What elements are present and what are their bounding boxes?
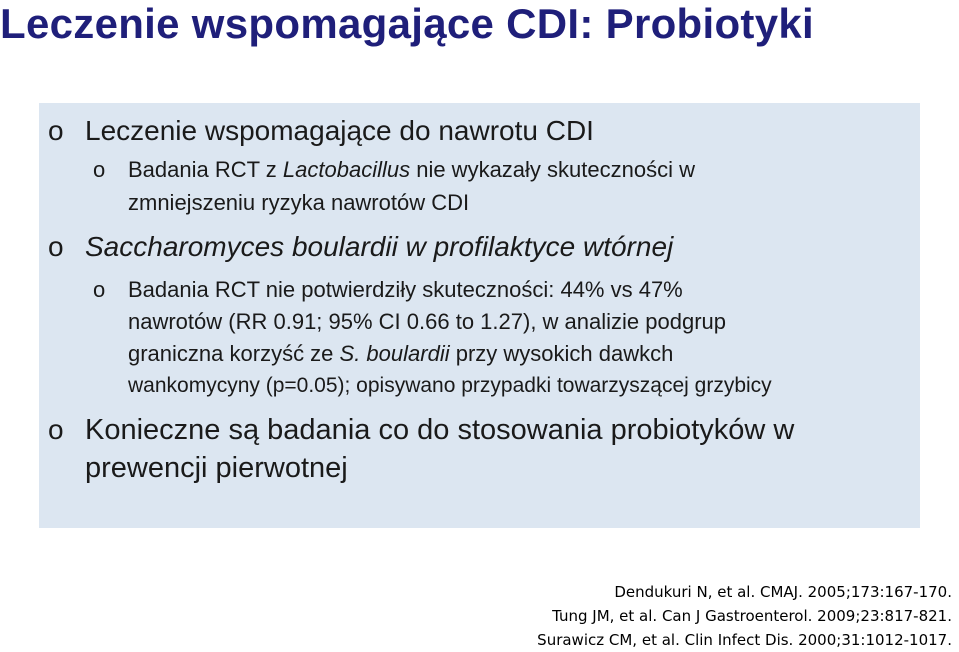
bullet-marker: o bbox=[48, 115, 64, 146]
bullet-1-text: Leczenie wspomagające do nawrotu CDI bbox=[85, 115, 594, 146]
bullet-3-line-1: Konieczne są badania co do stosowania probiotyków w bbox=[85, 414, 795, 446]
references bbox=[537, 580, 952, 652]
bullet-2-1-line-3: graniczna korzyść ze S. boulardii przy wysokich dawkch bbox=[128, 341, 674, 366]
sub-bullet-marker: o bbox=[93, 157, 106, 182]
bullet-2-text: Saccharomyces boulardii w profilaktyce wtórnej bbox=[85, 231, 674, 262]
reference-1: Dendukuri N, et al. CMAJ. 2005;173:167-170. bbox=[614, 583, 952, 601]
bullet-1-1-line-2: zmniejszeniu ryzyka nawrotów CDI bbox=[128, 190, 470, 215]
bullet-marker: o bbox=[48, 414, 64, 445]
slide-title: Leczenie wspomagające CDI: Probiotyki bbox=[0, 0, 815, 47]
reference-2: Tung JM, et al. Can J Gastroenterol. 2009;23:817-821. bbox=[552, 607, 952, 625]
bullet-3-line-2: prewencji pierwotnej bbox=[85, 452, 348, 484]
sub-bullet-marker: o bbox=[93, 277, 106, 302]
bullet-1-1-line-1: Badania RCT z Lactobacillus nie wykazały skuteczności w bbox=[128, 157, 695, 182]
bullet-2-1-line-1: Badania RCT nie potwierdziły skuteczności: 44% vs 47% bbox=[128, 277, 683, 302]
bullet-2-1-line-4: wankomycyny (p=0.05); opisywano przypadki towarzyszącej grzybicy bbox=[128, 374, 772, 397]
reference-3: Surawicz CM, et al. Clin Infect Dis. 2000;31:1012-1017. bbox=[537, 631, 952, 649]
bullet-marker: o bbox=[48, 231, 64, 262]
bullet-2-1-line-2: nawrotów (RR 0.91; 95% CI 0.66 to 1.27), w analizie podgrup bbox=[128, 309, 726, 334]
